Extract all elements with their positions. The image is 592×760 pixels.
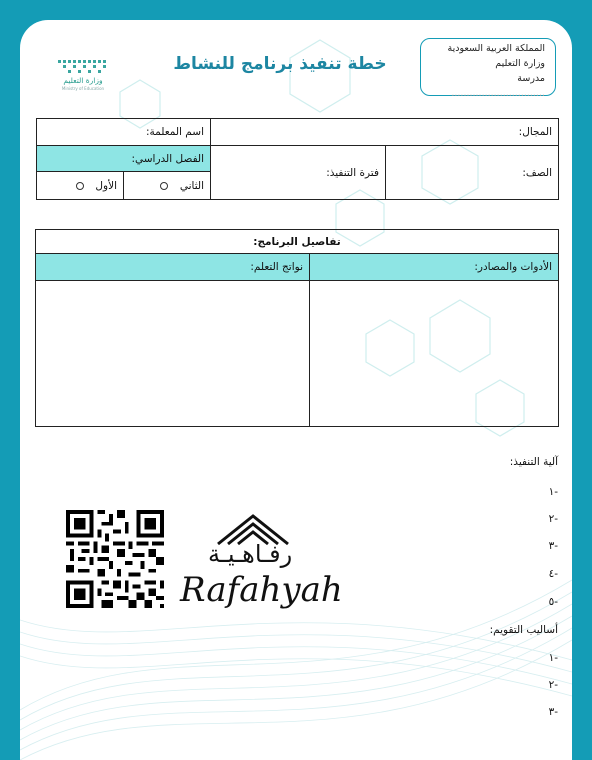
program-details-table xyxy=(35,229,559,427)
page-title: خطة تنفيذ برنامج للنشاط xyxy=(173,54,387,74)
details-title: تفاصيل البرنامج: xyxy=(36,230,559,254)
tools-header: الأدوات والمصادر: xyxy=(310,254,559,281)
option-first-label: الأول xyxy=(95,179,117,192)
evaluation-item-1: -١ xyxy=(548,652,558,664)
semester-option-first[interactable] xyxy=(37,172,124,200)
ministry-logo-subtext: Ministry of Education xyxy=(61,86,105,91)
ministry-logo-text: وزارة التعليم xyxy=(63,76,103,85)
radio-circle-icon[interactable] xyxy=(160,182,168,190)
school-label: مدرسة xyxy=(517,73,545,84)
school-dots: ............................... xyxy=(451,88,545,99)
semester-option-second[interactable] xyxy=(124,172,211,200)
execution-item-2: -٢ xyxy=(548,513,558,525)
school-line xyxy=(421,71,545,101)
grade-cell[interactable]: الصف: xyxy=(386,146,559,200)
option-second-label: الثاني xyxy=(179,179,204,192)
radio-circle-icon[interactable] xyxy=(76,182,84,190)
evaluation-item-2: -٢ xyxy=(548,679,558,691)
brand-latin-name: Rafahyah xyxy=(180,570,343,610)
country-label: المملكة العربية السعودية xyxy=(447,43,545,54)
school-header-box xyxy=(420,38,556,99)
evaluation-heading: أساليب التقويم: xyxy=(489,624,558,636)
document-page xyxy=(20,20,572,760)
period-cell[interactable]: فترة التنفيذ: xyxy=(211,146,386,200)
qr-code-icon xyxy=(66,510,164,608)
execution-item-4: -٤ xyxy=(548,568,558,580)
outcomes-cell[interactable] xyxy=(36,281,310,427)
ministry-label: وزارة التعليم xyxy=(495,58,545,69)
semester-label-cell: الفصل الدراسي: xyxy=(37,146,211,172)
execution-heading: آلية التنفيذ: xyxy=(509,456,558,468)
tools-cell[interactable] xyxy=(310,281,559,427)
evaluation-item-3: -٣ xyxy=(548,706,558,718)
teacher-name-cell[interactable]: اسم المعلمة: xyxy=(37,119,211,146)
brand-arabic-name: رفـاهـيـة xyxy=(208,540,293,568)
execution-item-5: -٥ xyxy=(548,596,558,608)
execution-item-1: -١ xyxy=(548,486,558,498)
info-table xyxy=(36,118,559,200)
outcomes-header: نواتج التعلم: xyxy=(36,254,310,281)
execution-item-3: -٣ xyxy=(548,540,558,552)
field-cell[interactable]: المجال: xyxy=(211,119,559,146)
